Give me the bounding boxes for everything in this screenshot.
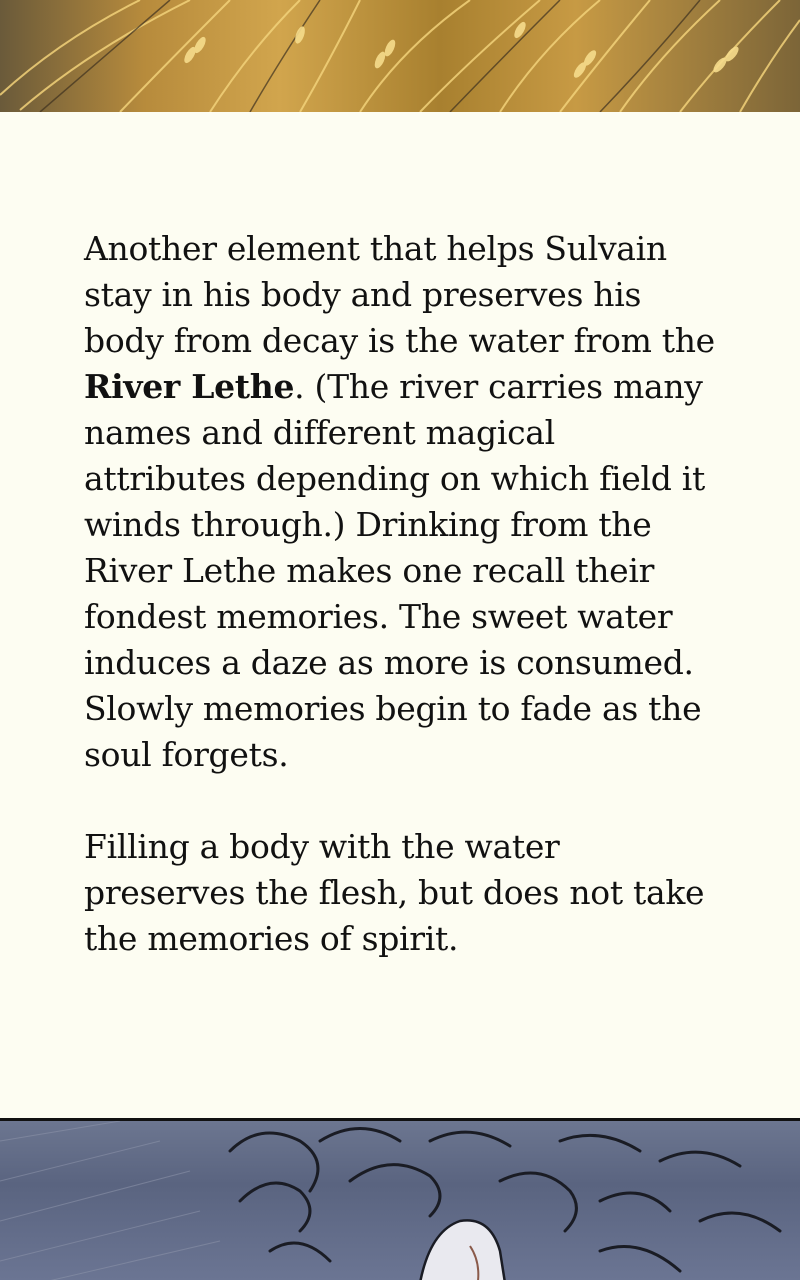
paragraph-preservation: Filling a body with the water preserves the flesh, but does not take the memories of spirit. [84,827,705,958]
paragraph-1-text-end: . (The river carries many names and different magical attributes depending on which field it winds through.) Drinking from the River Lethe makes one recall their fondest memories. The sweet water induces a daze as more is consumed. Slowly memories begin to fade as the soul forgets. [84,367,705,774]
paragraph-river-lethe [84,226,724,778]
paragraph-1-text-start: Another element that helps Sulvain stay in his body and preserves his body from decay is the water from the [84,229,715,360]
river-lethe-term: River Lethe [84,367,295,406]
wheat-stalks-drawing [0,0,800,112]
hair-swirls-drawing [0,1121,800,1280]
wheat-field-illustration [0,0,800,112]
narration-panel [0,112,800,1118]
hair-character-illustration [0,1118,800,1280]
narration-text [84,226,724,962]
face-shape [420,1220,505,1280]
